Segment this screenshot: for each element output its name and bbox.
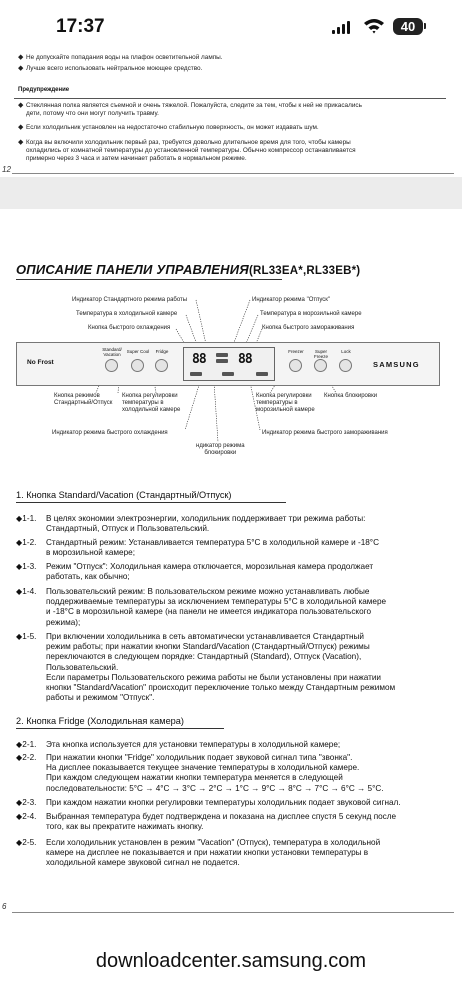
- label-modes-button: Кнопка режимов Стандартный/Отпуск: [54, 393, 113, 406]
- list-item: ◆1-2. Стандартный режим: Устанавливается температура 5°C в холодильной камере и -18°C в морозильной камере;: [16, 538, 379, 558]
- warning-title: Предупреждение: [18, 87, 70, 93]
- list-item: ◆2-2. При нажатии кнопки "Fridge" холодильник подает звуковой сигнал типа "звонка". На дисплее показывается текущее значение температуры в холодильной камере. При каждом следующем нажатии кнопки температура меняется в следующей последовательности: 5°C → 4°C → 3°C → 2°C → 1°C → 9°C → 8°C → 7°C → 6°C → 5°C.: [16, 753, 384, 793]
- list-item: ◆1-1. В целях экономии электроэнергии, холодильник поддерживает три режима работы: Стандартный, Отпуск и Пользовательский.: [16, 514, 366, 534]
- nofrost-label: No Frost: [27, 359, 54, 366]
- status-bar: [0, 0, 462, 52]
- fridge-label: Fridge: [155, 349, 169, 354]
- lock-indicator-icon: [222, 372, 234, 376]
- title-underline: [16, 279, 282, 280]
- divider: [14, 98, 446, 99]
- label-vacation-indicator: Индикатор режима "Отпуск": [252, 297, 331, 303]
- lock-button[interactable]: [339, 359, 352, 372]
- battery-icon: 40: [393, 18, 423, 35]
- section-1-heading: 1. Кнопка Standard/Vacation (Стандартный/Отпуск): [16, 490, 232, 500]
- label-fast-freeze-indicator: Индикатор режима быстрого замораживания: [262, 430, 388, 436]
- divider: [16, 502, 286, 503]
- standard-indicator-icon: [216, 353, 228, 357]
- signal-icon: [332, 21, 352, 34]
- super-freeze-label: Super Freeze: [313, 349, 328, 359]
- label-standard-indicator: Индикатор Стандартного режима работы: [72, 297, 188, 303]
- list-item: ◆1-4. Пользовательский режим: В пользовательском режиме можно устанавливать любые поддерживаемые температуры за исключением температуры 5°C в холодильной камере и -18°C в морозильной камере (на панели не имеется индикатора пользовательского режима);: [16, 587, 387, 627]
- list-item: ◆2-5. Если холодильник установлен в режим "Vacation" (Отпуск), температура в холодильной камере на дисплее не показывается и при нажатии кнопки установки температуры в холодильной камере звуковой сигнал не подается.: [16, 838, 381, 868]
- fast-freeze-indicator-icon: [256, 372, 268, 376]
- divider: [12, 173, 454, 174]
- bullet-line: ◆ Когда вы включили холодильник первый раз, требуется довольно длительное время для того, чтобы камеры охладились от комнатной температуры до установленной температуры. Обычно компрессор останавливается примерно через 3 часа и затем начинает работать в нормальном режиме.: [18, 139, 356, 162]
- control-panel: [16, 342, 440, 386]
- bullet-line: ◆ Стеклянная полка является съемной и очень тяжелой. Пожалуйста, следите за тем, чтобы к ней не прикасались дети, потому что они могут получить травму.: [18, 102, 362, 117]
- section-2-heading: 2. Кнопка Fridge (Холодильная камера): [16, 716, 184, 726]
- freezer-button[interactable]: [289, 359, 302, 372]
- standard-vacation-label: Standard/ Vacation: [102, 347, 122, 357]
- status-time: 17:37: [56, 16, 105, 37]
- bullet-line: ◆ Если холодильник установлен на недостаточно стабильную поверхность, он может издавать шум.: [18, 124, 319, 131]
- label-freezer-temp-button: Кнопка регулировки температуры в морозильной камере: [256, 393, 315, 413]
- source-url[interactable]: downloadcenter.samsung.com: [95, 950, 367, 972]
- battery-tip: [424, 23, 426, 29]
- divider: [16, 728, 224, 729]
- label-fast-cool-button: Кнопка быстрого охлаждения: [88, 325, 171, 331]
- list-item: ◆2-4. Выбранная температура будет подтверждена и показана на дисплее спустя 5 секунд после того, как вы прекратите нажимать кнопку.: [16, 812, 397, 832]
- divider: [12, 912, 454, 913]
- label-freezer-temp: Температура в морозильной камере: [260, 311, 362, 317]
- label-lock-indicator: ндикатор режима блокировки: [196, 443, 245, 456]
- page-gap: [0, 177, 462, 209]
- super-freeze-button[interactable]: [314, 359, 327, 372]
- list-item: ◆2-1. Эта кнопка используется для установки температуры в холодильной камере;: [16, 740, 341, 749]
- standard-vacation-button[interactable]: [105, 359, 118, 372]
- label-fast-cool-indicator: Индикатор режима быстрого охлаждения: [52, 430, 168, 436]
- fridge-temp-digits: 88: [192, 352, 206, 367]
- label-lock-button: Кнопка блокировки: [324, 393, 378, 399]
- samsung-logo: SAMSUNG: [373, 360, 420, 369]
- freezer-temp-digits: 88: [238, 352, 252, 367]
- list-item: ◆2-3. При каждом нажатии кнопки регулировки температуры холодильник подает звуковой сигнал.: [16, 798, 401, 807]
- temperature-display: [183, 347, 275, 381]
- bullet-line: ◆ Лучше всего использовать нейтральное моющее средство.: [18, 65, 203, 72]
- page-title: ОПИСАНИЕ ПАНЕЛИ УПРАВЛЕНИЯ(RL33EA*,RL33EB*): [16, 262, 361, 277]
- bullet-line: ◆ Не допускайте попадания воды на плафон осветительной лампы.: [18, 54, 223, 61]
- vacation-indicator-icon: [216, 359, 228, 363]
- page-number: 6: [2, 902, 7, 911]
- list-item: ◆1-5. При включении холодильника в сеть автоматически устанавливается Стандартный режим работы; при нажатии кнопки Standard/Vacation (Стандартный/Отпуск) режимы переключаются в следующем порядке: Стандартный (Standard), Отпуск (Vacation), Пользовательский. Если параметры Пользовательского режима работы не были установлены при нажатии кнопки "Standard/Vacation" происходит переключение только между Стандартным режимом работы и режимом "Отпуск".: [16, 632, 396, 703]
- label-fridge-temp: Температура в холодильной камере: [76, 311, 178, 317]
- list-item: ◆1-3. Режим "Отпуск": Холодильная камера отключается, морозильная камера продолжает работать, как обычно;: [16, 562, 374, 582]
- fast-cool-indicator-icon: [190, 372, 202, 376]
- control-panel-diagram: [0, 290, 462, 465]
- super-cool-button[interactable]: [131, 359, 144, 372]
- wifi-icon: [363, 18, 385, 34]
- freezer-label: Freezer: [288, 349, 304, 354]
- lock-label: Lock: [341, 349, 351, 354]
- fridge-button[interactable]: [155, 359, 168, 372]
- super-cool-label: Super Cool: [126, 349, 150, 354]
- manual-page-top: [0, 52, 462, 174]
- label-fridge-temp-button: Кнопка регулировки температуры в холодильной камере: [122, 393, 181, 413]
- label-fast-freeze-button: Кнопка быстрого замораживания: [262, 325, 355, 331]
- page-number: 12: [2, 165, 11, 174]
